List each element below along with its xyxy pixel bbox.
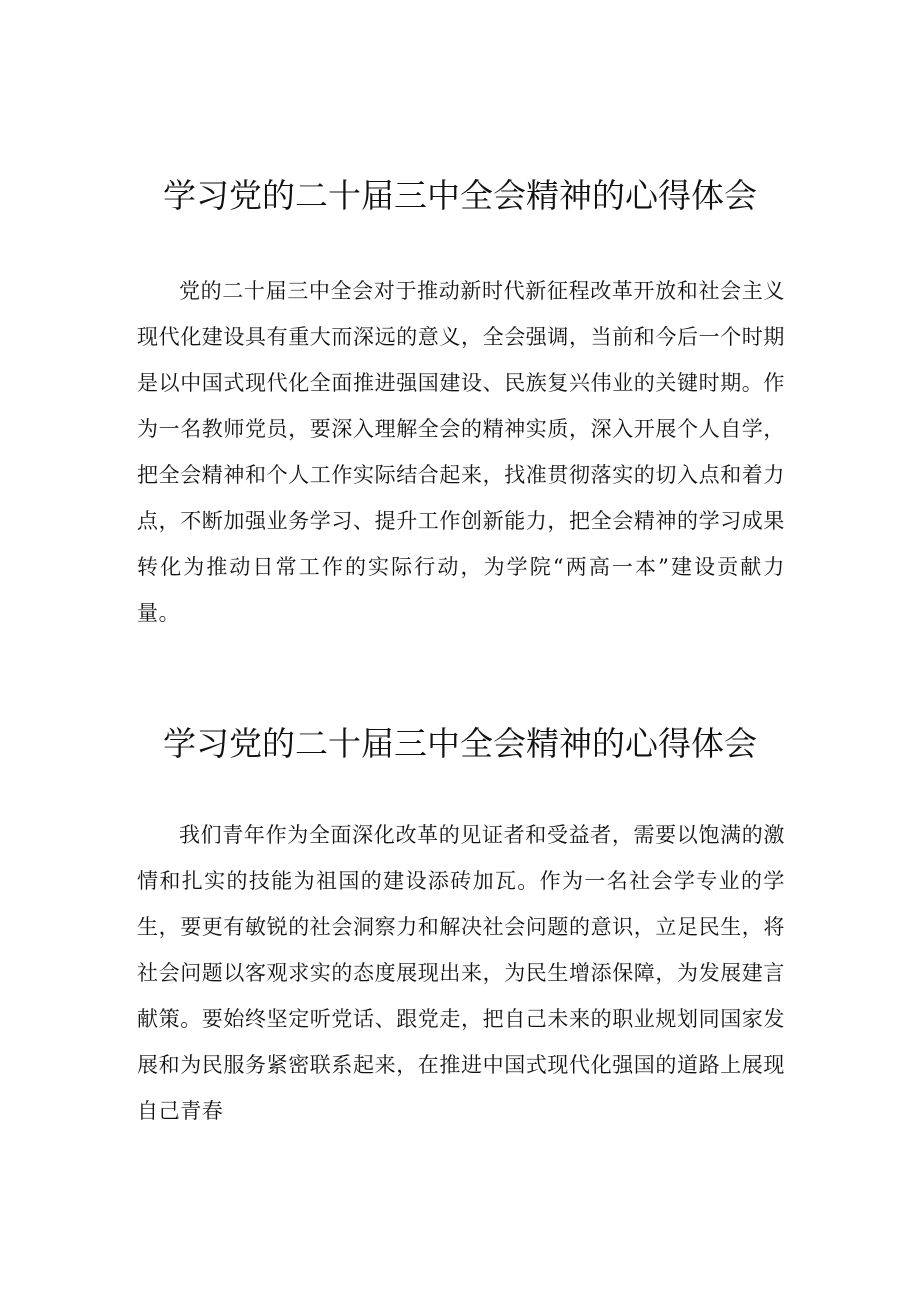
section-2-title: 学习党的二十届三中全会精神的心得体会 <box>163 724 757 763</box>
section-1-title: 学习党的二十届三中全会精神的心得体会 <box>163 176 757 215</box>
section-2-body: 我们青年作为全面深化改革的见证者和受益者，需要以饱满的激情和扎实的技能为祖国的建设添砖加瓦。作为一名社会学专业的学生，要更有敏锐的社会洞察力和解决社会问题的意识，立足民生，将社会问题以客观求实的态度展现出来，为民生增添保障，为发展建言献策。要始终坚定听党话、跟党走，把自己未来的职业规划同国家发展和为民服务紧密联系起来，在推进中国式现代化强国的道路上展现自己青春 <box>137 823 785 1123</box>
section-1-body: 党的二十届三中全会对于推动新时代新征程改革开放和社会主义现代化建设具有重大而深远的意义，全会强调，当前和今后一个时期是以中国式现代化全面推进强国建设、民族复兴伟业的关键时期。作为一名教师党员，要深入理解全会的精神实质，深入开展个人自学，把全会精神和个人工作实际结合起来，找准贯彻落实的切入点和着力点，不断加强业务学习、提升工作创新能力，把全会精神的学习成果转化为推动日常工作的实际行动，为学院“两高一本”建设贡献力量。 <box>137 279 785 625</box>
